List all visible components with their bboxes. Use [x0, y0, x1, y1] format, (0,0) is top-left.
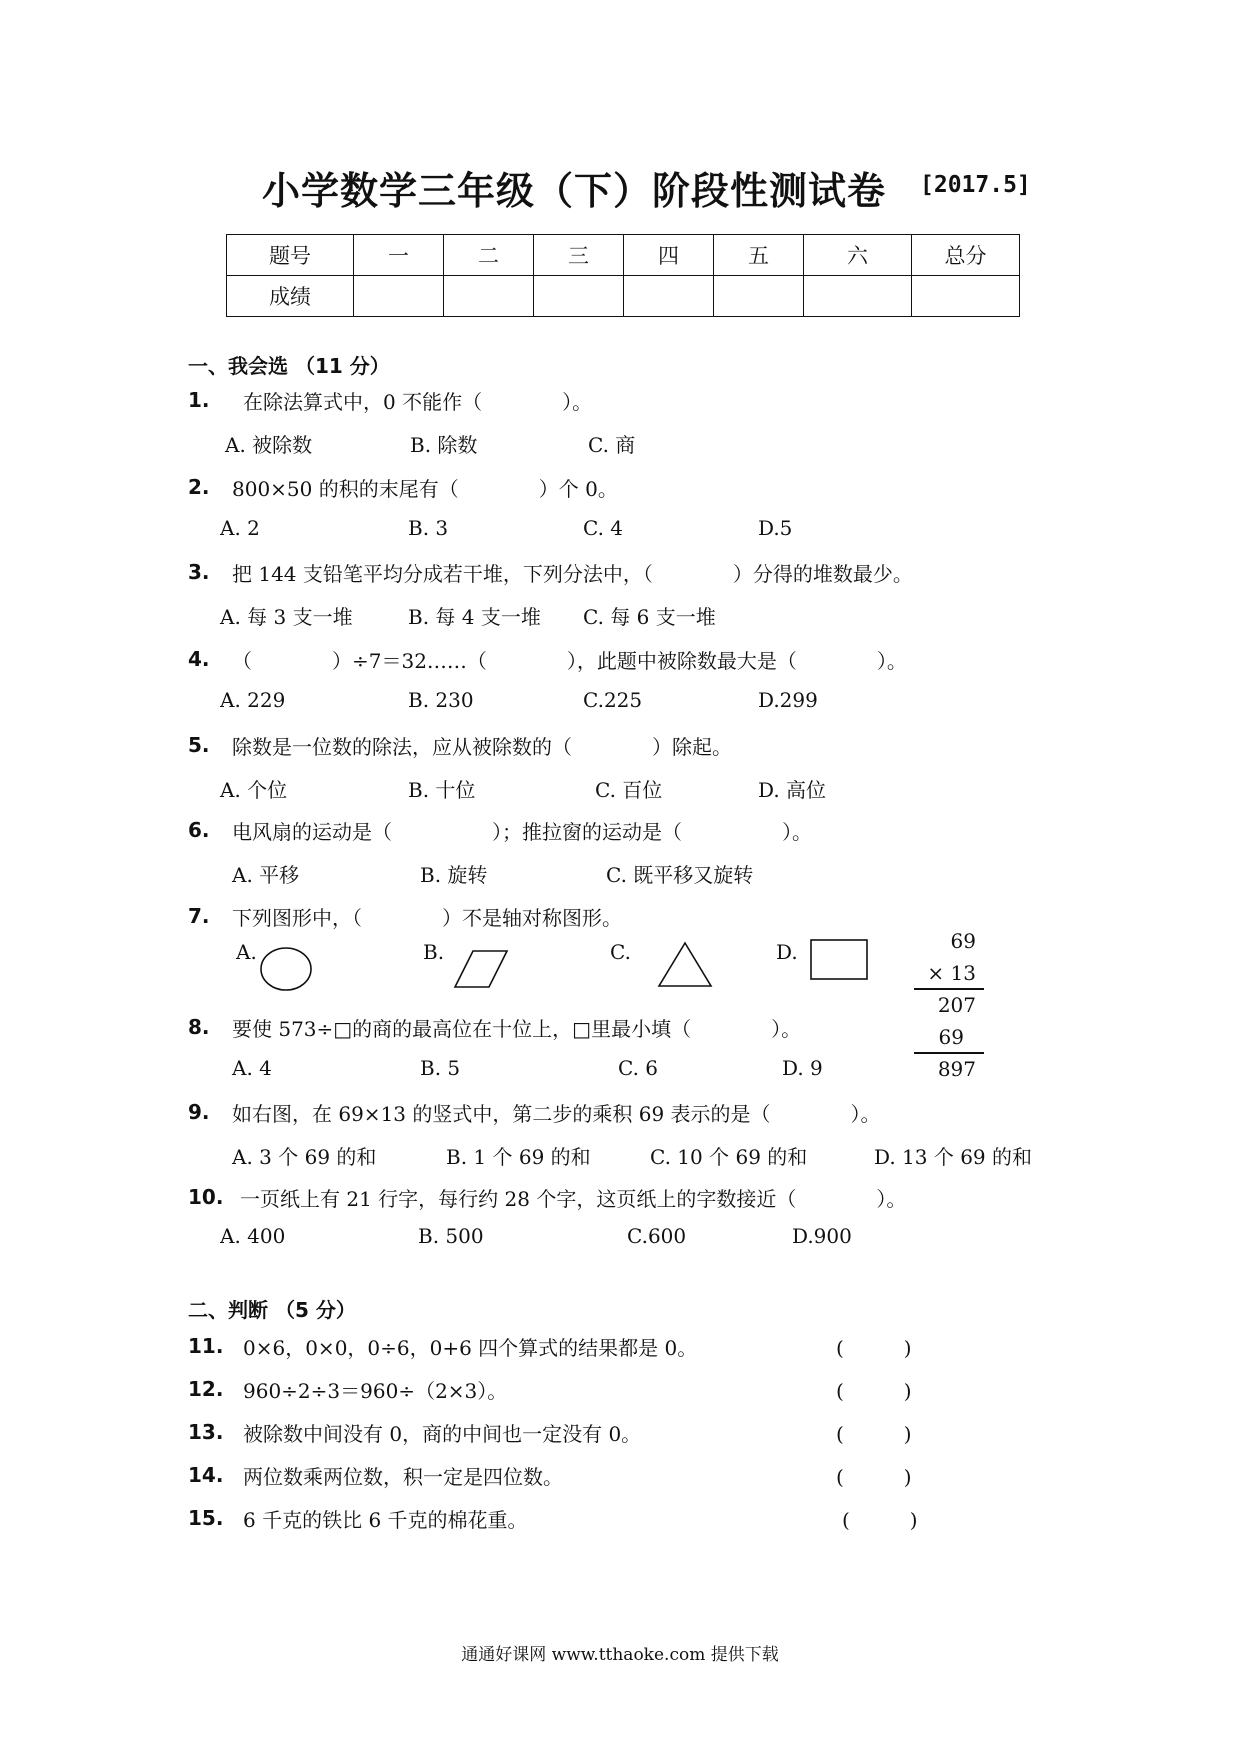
- option[interactable]: C. 10 个 69 的和: [650, 1145, 808, 1169]
- table-cell: 一: [354, 235, 444, 276]
- footer-credit: 通通好课网 www.tthaoke.com 提供下载: [461, 1645, 779, 1665]
- score-cell[interactable]: [624, 276, 714, 317]
- score-table-score-row: [227, 276, 1020, 317]
- score-cell[interactable]: [534, 276, 624, 317]
- parallelogram-shape: [455, 951, 507, 987]
- question-number: 13.: [188, 1420, 224, 1444]
- question-text: 6 千克的铁比 6 千克的棉花重。: [243, 1508, 528, 1532]
- calc-partial-1: 207: [937, 993, 976, 1017]
- option[interactable]: B. 500: [418, 1224, 484, 1248]
- option[interactable]: B.: [423, 940, 445, 964]
- rectangle-shape: [811, 940, 867, 979]
- question-text: 要使 573÷□的商的最高位在十位上，□里最小填（ ）。: [232, 1017, 802, 1041]
- table-cell: 四: [624, 235, 714, 276]
- option[interactable]: A. 被除数: [225, 433, 313, 457]
- option[interactable]: B. 230: [408, 688, 474, 712]
- option[interactable]: C. 6: [618, 1056, 659, 1080]
- question-number: 5.: [188, 733, 210, 757]
- option[interactable]: A. 229: [220, 688, 286, 712]
- question-number: 7.: [188, 904, 210, 928]
- question-number: 4.: [188, 647, 210, 671]
- question-number: 11.: [188, 1334, 224, 1358]
- question-number: 12.: [188, 1377, 224, 1401]
- table-cell: 五: [714, 235, 804, 276]
- option[interactable]: C.225: [583, 688, 643, 712]
- exam-date: [2017.5]: [920, 172, 1031, 198]
- option[interactable]: D.5: [758, 516, 793, 540]
- option[interactable]: D. 高位: [758, 778, 827, 802]
- option[interactable]: B. 每 4 支一堆: [408, 605, 541, 629]
- question-text: 除数是一位数的除法，应从被除数的（ ）除起。: [232, 735, 732, 759]
- option[interactable]: B. 旋转: [420, 863, 488, 887]
- option[interactable]: D.900: [792, 1224, 852, 1248]
- question-text: 如右图，在 69×13 的竖式中，第二步的乘积 69 表示的是（ ）。: [232, 1102, 881, 1126]
- option[interactable]: D. 9: [782, 1056, 823, 1080]
- option[interactable]: D.: [776, 940, 798, 964]
- question-number: 3.: [188, 560, 210, 584]
- question-number: 15.: [188, 1506, 224, 1530]
- option[interactable]: A.: [236, 940, 257, 964]
- option[interactable]: C.: [610, 940, 631, 964]
- answer-bracket[interactable]: ( ): [842, 1508, 918, 1532]
- question-number: 14.: [188, 1463, 224, 1487]
- option[interactable]: A. 400: [220, 1224, 286, 1248]
- question-text: （ ）÷7＝32……（ ），此题中被除数最大是（ ）。: [232, 649, 907, 673]
- ellipse-shape: [261, 948, 311, 990]
- option[interactable]: B. 十位: [408, 778, 476, 802]
- question-text: 960÷2÷3＝960÷（2×3）。: [243, 1379, 508, 1403]
- answer-bracket[interactable]: ( ): [836, 1379, 912, 1403]
- option[interactable]: A. 每 3 支一堆: [220, 605, 353, 629]
- score-cell[interactable]: [804, 276, 912, 317]
- page-title: 小学数学三年级（下）阶段性测试卷: [262, 169, 887, 213]
- section-heading: 一、我会选 （11 分）: [188, 354, 390, 378]
- option[interactable]: A. 个位: [220, 778, 288, 802]
- table-cell: 成绩: [227, 276, 354, 317]
- question-number: 6.: [188, 818, 210, 842]
- table-cell: 总分: [912, 235, 1020, 276]
- option[interactable]: C.600: [627, 1224, 687, 1248]
- question-text: 电风扇的运动是（ ）；推拉窗的运动是（ ）。: [232, 820, 812, 844]
- table-cell: 二: [444, 235, 534, 276]
- shape-options: [255, 935, 875, 1005]
- option[interactable]: C. 每 6 支一堆: [583, 605, 716, 629]
- option[interactable]: C. 4: [583, 516, 624, 540]
- section-heading: 二、判断 （5 分）: [188, 1298, 356, 1322]
- option[interactable]: D.299: [758, 688, 818, 712]
- table-cell: 三: [534, 235, 624, 276]
- calc-product: 897: [937, 1057, 976, 1081]
- question-number: 10.: [188, 1185, 224, 1209]
- calc-multiplicand: 69: [950, 929, 976, 953]
- table-cell: 题号: [227, 235, 354, 276]
- option[interactable]: C. 商: [588, 433, 636, 457]
- score-cell[interactable]: [912, 276, 1020, 317]
- option[interactable]: B. 1 个 69 的和: [446, 1145, 591, 1169]
- option[interactable]: B. 3: [408, 516, 449, 540]
- option[interactable]: A. 平移: [232, 863, 300, 887]
- option[interactable]: C. 百位: [595, 778, 663, 802]
- answer-bracket[interactable]: ( ): [836, 1465, 912, 1489]
- option[interactable]: A. 2: [220, 516, 260, 540]
- option[interactable]: A. 3 个 69 的和: [232, 1145, 377, 1169]
- score-cell[interactable]: [354, 276, 444, 317]
- question-number: 2.: [188, 475, 210, 499]
- question-text: 被除数中间没有 0，商的中间也一定没有 0。: [243, 1422, 642, 1446]
- question-number: 1.: [188, 388, 210, 412]
- calc-multiplier: × 13: [927, 961, 976, 985]
- question-text: 0×6，0×0，0÷6，0+6 四个算式的结果都是 0。: [243, 1336, 698, 1360]
- question-text: 下列图形中，（ ）不是轴对称图形。: [232, 906, 622, 930]
- question-text: 两位数乘两位数，积一定是四位数。: [243, 1465, 563, 1489]
- score-table-header-row: [227, 235, 1020, 276]
- option[interactable]: D. 13 个 69 的和: [874, 1145, 1033, 1169]
- option[interactable]: C. 既平移又旋转: [606, 863, 754, 887]
- option[interactable]: A. 4: [232, 1056, 272, 1080]
- question-text: 在除法算式中，0 不能作（ ）。: [243, 390, 593, 414]
- question-number: 8.: [188, 1015, 210, 1039]
- score-cell[interactable]: [714, 276, 804, 317]
- question-number: 9.: [188, 1100, 210, 1124]
- table-cell: 六: [804, 235, 912, 276]
- option[interactable]: B. 5: [420, 1056, 461, 1080]
- question-text: 把 144 支铅笔平均分成若干堆，下列分法中，（ ）分得的堆数最少。: [232, 562, 913, 586]
- question-text: 800×50 的积的末尾有（ ）个 0。: [232, 477, 618, 501]
- calc-partial-2: 69: [938, 1025, 964, 1049]
- calc-rule: [914, 988, 984, 990]
- question-text: 一页纸上有 21 行字，每行约 28 个字，这页纸上的字数接近（ ）。: [240, 1187, 907, 1211]
- answer-bracket[interactable]: ( ): [836, 1422, 912, 1446]
- score-cell[interactable]: [444, 276, 534, 317]
- score-table: [226, 234, 1020, 317]
- option[interactable]: B. 除数: [410, 433, 478, 457]
- triangle-shape: [659, 943, 711, 986]
- answer-bracket[interactable]: ( ): [836, 1336, 912, 1360]
- calc-rule: [914, 1052, 984, 1054]
